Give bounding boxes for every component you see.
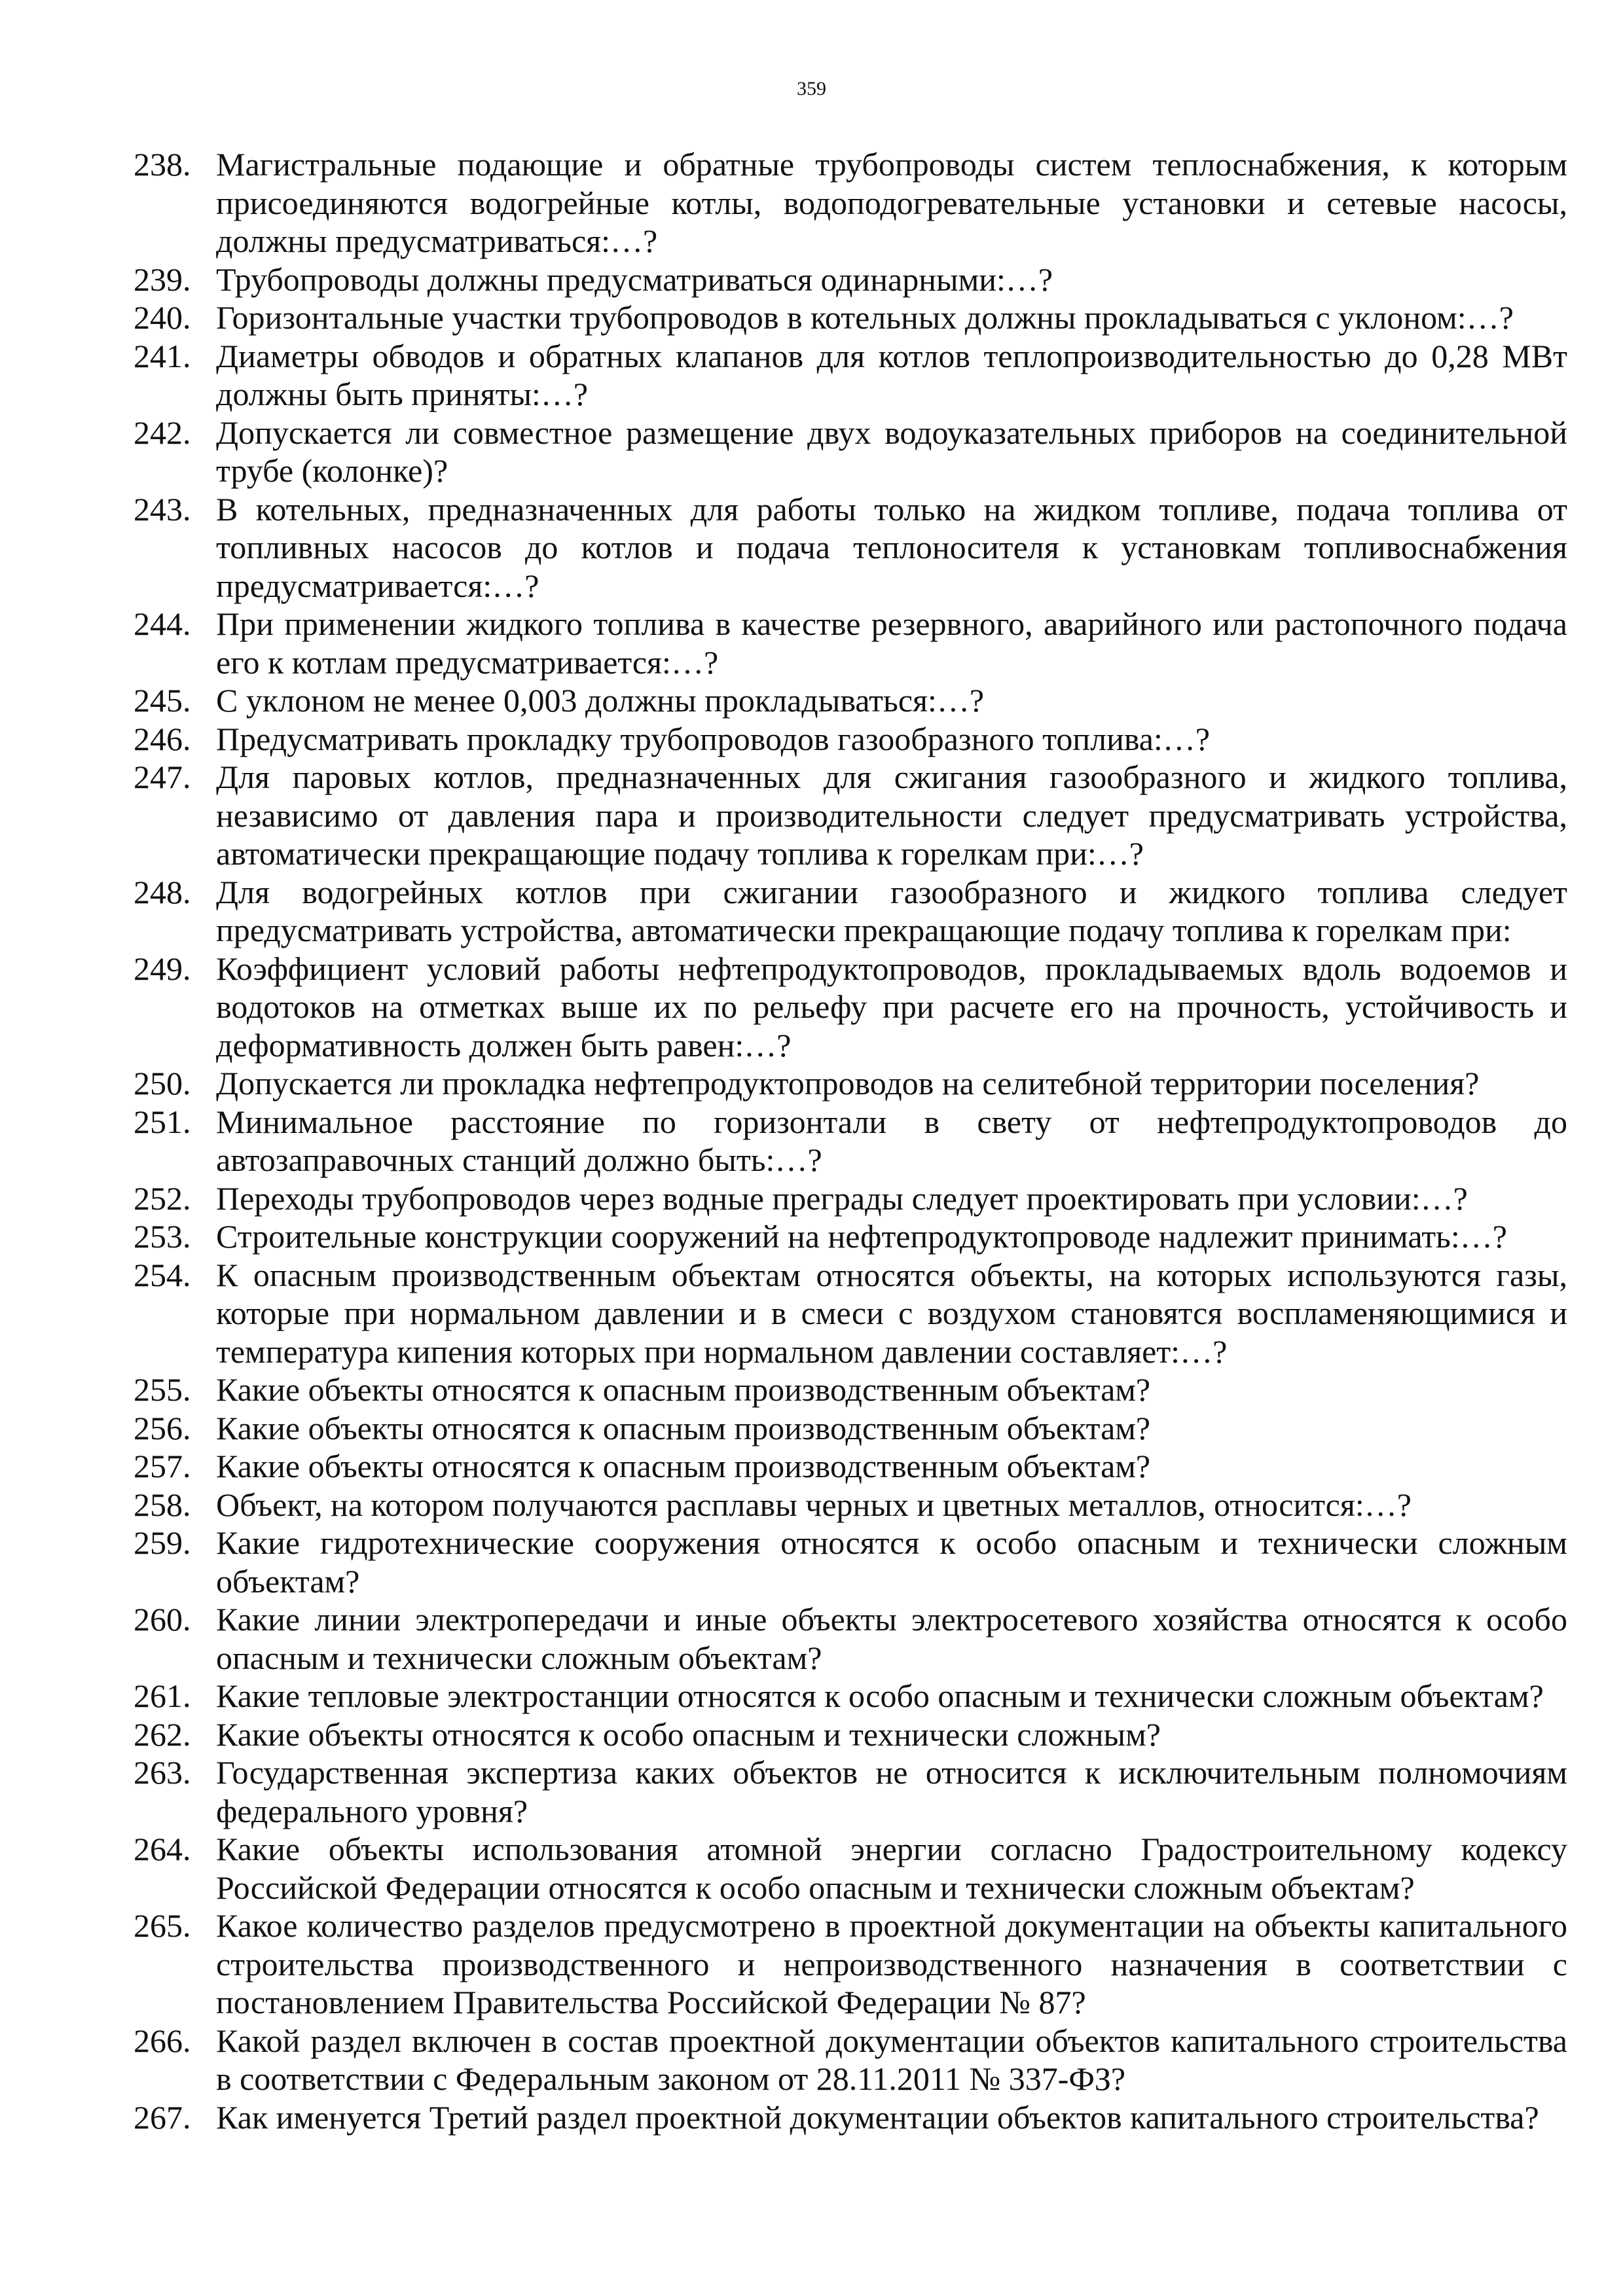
- question-item: [134, 1715, 1567, 1754]
- question-number: 245.: [134, 682, 191, 719]
- question-text: Горизонтальные участки трубопроводов в котельных должны прокладываться с уклоном:…?: [216, 299, 1514, 336]
- question-text: Коэффициент условий работы нефтепродуктопроводов, прокладываемых вдоль водоемов и водотоков на отметках выше их по рельефу при расчете его на прочность, устойчивость и деформативность должен быть равен:…?: [216, 950, 1567, 1064]
- question-text: Допускается ли совместное размещение двух водоуказательных приборов на соединительной трубе (колонке)?: [216, 414, 1567, 489]
- question-item: [134, 605, 1567, 681]
- question-number: 250.: [134, 1065, 191, 1102]
- question-number: 253.: [134, 1218, 191, 1255]
- question-text: Какие линии электропередачи и иные объекты электросетевого хозяйства относятся к особо опасным и технически сложным объектам?: [216, 1601, 1567, 1676]
- question-text: Какие объекты относятся к опасным производственным объектам?: [216, 1448, 1151, 1484]
- page-number: 359: [797, 78, 826, 99]
- question-item: [134, 337, 1567, 414]
- question-number: 254.: [134, 1256, 191, 1293]
- question-text: При применении жидкого топлива в качестве резервного, аварийного или растопочного подача его к котлам предусматривается:…?: [216, 605, 1567, 681]
- question-text: Государственная экспертиза каких объектов не относится к исключительным полномочиям федерального уровня?: [216, 1754, 1567, 1829]
- question-number: 247.: [134, 759, 191, 795]
- question-item: [134, 1447, 1567, 1486]
- question-text: Какие объекты использования атомной энергии согласно Градостроительному кодексу Российской Федерации относятся к особо опасным и технически сложным объектам?: [216, 1831, 1567, 1906]
- question-text: Допускается ли прокладка нефтепродуктопроводов на селитебной территории поселения?: [216, 1065, 1480, 1102]
- question-number: 263.: [134, 1754, 191, 1791]
- question-text: К опасным производственным объектам относятся объекты, на которых используются газы, которые при нормальном давлении и в смеси с воздухом становятся воспламеняющимися и температура кипения которых при нормальном давлении составляет:…?: [216, 1256, 1567, 1370]
- question-number: 246.: [134, 720, 191, 757]
- question-item: [134, 2022, 1567, 2098]
- question-text: Для паровых котлов, предназначенных для сжигания газообразного и жидкого топлива, независимо от давления пара и производительности следует предусматривать устройства, автоматически прекращающие подачу топлива к горелкам при:…?: [216, 759, 1567, 872]
- question-text: Минимальное расстояние по горизонтали в свету от нефтепродуктопроводов до автозаправочных станций должно быть:…?: [216, 1103, 1567, 1178]
- question-item: [134, 1907, 1567, 2022]
- question-text: Как именуется Третий раздел проектной документации объектов капитального строительства?: [216, 2098, 1539, 2136]
- question-item: [134, 758, 1567, 873]
- question-text: Переходы трубопроводов через водные преграды следует проектировать при условии:…?: [216, 1179, 1468, 1217]
- question-item: [134, 1486, 1567, 1524]
- question-item: [134, 1217, 1567, 1256]
- question-text: Какое количество разделов предусмотрено в проектной документации на объекты капитального строительства производственного и непроизводственного назначения в соответствии с постановлением Правительства Российской Федерации № 87?: [216, 1907, 1567, 2020]
- question-number: 249.: [134, 950, 191, 987]
- question-number: 258.: [134, 1486, 191, 1523]
- question-number: 264.: [134, 1831, 191, 1867]
- question-number: 241.: [134, 337, 191, 374]
- question-item: [134, 298, 1567, 337]
- question-item: [134, 260, 1567, 299]
- question-item: [134, 1409, 1567, 1448]
- question-number: 239.: [134, 260, 191, 298]
- question-item: [134, 1677, 1567, 1715]
- question-text: Магистральные подающие и обратные трубопроводы систем теплоснабжения, к которым присоединяются водогрейные котлы, водоподогревательные установки и сетевые насосы, должны предусматриваться:…?: [216, 146, 1567, 259]
- question-number: 256.: [134, 1409, 191, 1446]
- question-number: 260.: [134, 1601, 191, 1638]
- question-number: 261.: [134, 1677, 191, 1714]
- question-text: Строительные конструкции сооружений на нефтепродуктопроводе надлежит принимать:…?: [216, 1218, 1507, 1255]
- question-item: [134, 1064, 1567, 1103]
- question-item: [134, 1830, 1567, 1907]
- question-number: 262.: [134, 1715, 191, 1753]
- question-text: Какой раздел включен в состав проектной документации объектов капитального строительства в соответствии с Федеральным законом от 28.11.2011 № 337-ФЗ?: [216, 2022, 1567, 2097]
- question-number: 252.: [134, 1179, 191, 1217]
- question-number: 266.: [134, 2022, 191, 2059]
- question-item: [134, 1753, 1567, 1830]
- question-number: 244.: [134, 605, 191, 642]
- question-item: [134, 2098, 1567, 2137]
- question-number: 242.: [134, 414, 191, 451]
- question-number: 243.: [134, 490, 191, 528]
- question-number: 257.: [134, 1448, 191, 1484]
- question-number: 240.: [134, 299, 191, 336]
- question-item: [134, 681, 1567, 720]
- question-item: [134, 720, 1567, 759]
- question-text: Объект, на котором получаются расплавы черных и цветных металлов, относится:…?: [216, 1486, 1412, 1523]
- question-number: 238.: [134, 146, 191, 183]
- question-text: Предусматривать прокладку трубопроводов газообразного топлива:…?: [216, 720, 1211, 757]
- question-text: Какие тепловые электростанции относятся к особо опасным и технически сложным объектам?: [216, 1677, 1544, 1714]
- question-number: 251.: [134, 1103, 191, 1140]
- question-text: С уклоном не менее 0,003 должны прокладываться:…?: [216, 682, 985, 719]
- question-list: [134, 145, 1567, 2136]
- question-item: [134, 1600, 1567, 1677]
- question-item: [134, 145, 1567, 260]
- question-text: Какие объекты относятся к опасным производственным объектам?: [216, 1371, 1151, 1408]
- question-text: Какие гидротехнические сооружения относятся к особо опасным и технически сложным объектам?: [216, 1524, 1567, 1600]
- question-number: 265.: [134, 1907, 191, 1944]
- question-item: [134, 414, 1567, 490]
- question-item: [134, 490, 1567, 605]
- question-item: [134, 1524, 1567, 1600]
- question-item: [134, 1371, 1567, 1409]
- question-number: 259.: [134, 1524, 191, 1561]
- question-text: Трубопроводы должны предусматриваться одинарными:…?: [216, 260, 1053, 298]
- question-item: [134, 1256, 1567, 1371]
- question-number: 267.: [134, 2098, 191, 2136]
- question-item: [134, 1179, 1567, 1218]
- question-item: [134, 950, 1567, 1065]
- question-text: Для водогрейных котлов при сжигании газообразного и жидкого топлива следует предусматривать устройства, автоматически прекращающие подачу топлива к горелкам при:: [216, 873, 1567, 948]
- question-text: Диаметры обводов и обратных клапанов для котлов теплопроизводительностью до 0,28 МВт должны быть приняты:…?: [216, 337, 1567, 412]
- question-item: [134, 873, 1567, 950]
- question-number: 248.: [134, 873, 191, 910]
- question-text: В котельных, предназначенных для работы только на жидком топливе, подача топлива от топливных насосов до котлов и подача теплоносителя к установкам топливоснабжения предусматривается:…?: [216, 490, 1567, 604]
- question-number: 255.: [134, 1371, 191, 1408]
- question-item: [134, 1103, 1567, 1179]
- question-text: Какие объекты относятся к особо опасным и технически сложным?: [216, 1715, 1161, 1753]
- question-text: Какие объекты относятся к опасным производственным объектам?: [216, 1409, 1151, 1446]
